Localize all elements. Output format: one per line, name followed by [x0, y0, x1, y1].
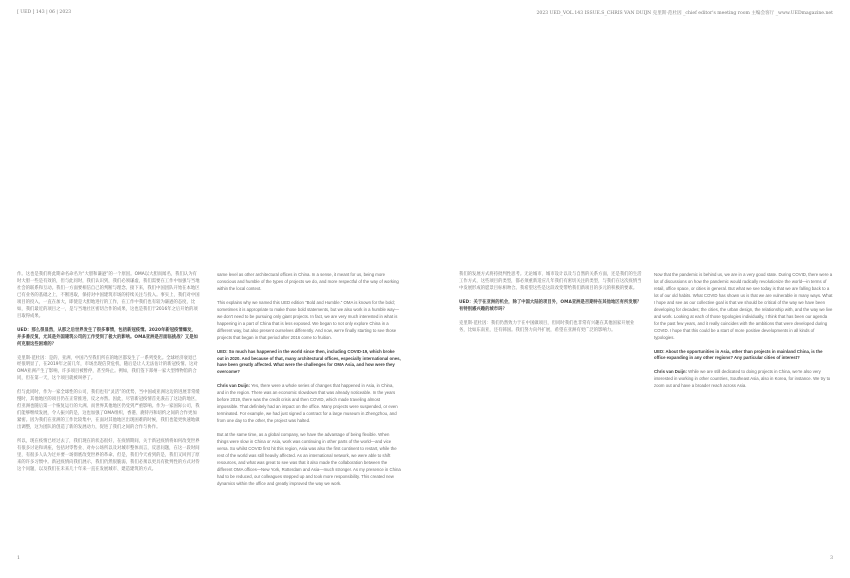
answer-paragraph: 我们的发展方式将持批判性思考。无论城市、城市设计以及与自然的关系方面，还是我们的生活工作方式，这些项目的类型，都必须重新适应几年我们有密切关注的类型，与我们在这次疫情当中发展形成的愿景目标相吻合。我希望这些是这段改变带给我们新项目的多元的积极的要素。 [459, 272, 642, 291]
header-issue-info: [ UED ] 143 | 06 | 2023 [17, 10, 72, 15]
column-1-chinese [17, 272, 200, 481]
question-paragraph: UED：关于在亚洲的机会，除了中国大陆的项目外，OMA亚洲是否期待在其他地区有所发展？有特别感兴趣的城市吗？ [459, 299, 642, 312]
page-number-right: 3 [830, 556, 833, 561]
answer-paragraph [217, 383, 401, 425]
column-3-chinese [459, 272, 642, 342]
speaker-label: Chris van Duijn: [654, 369, 687, 375]
answer-paragraph: Now that the pandemic is behind us, we are in a very good state. During COVID, there were a lot of discussions on how the pandemic would radically revolutionize the world—in terms of retail, office space, or cities in general. But what we see today is that we are falling back to a lot of our old habits. What COVID has shown us is that we are vulnerable in many ways. What I hope and see as our collective goal is that we should be critical of the way we have been developing for decades; the cities, the urban design, the relationship with, and the way we live and work. Looking at each of those typologies individually, I think that has been our agenda for the past few years, and it really coincides with the ambitions that were developed during COVID. I hope that this could be a start of more positive developments in all kinds of typologies. [654, 272, 833, 340]
answer-text: While we are still dedicated to doing projects in China, we're also very interested in working in other countries, Southeast Asia, also in Korea, for instance. We try to zoom out and have a broader reach across Asia. [654, 369, 831, 389]
question-paragraph: UED: About the opportunities in Asia, other than projects in mainland China, is the office expanding in any other regions? Any particular cities of interest? [654, 348, 823, 361]
answer-paragraph: 作。这也是我们将此期命名命名为“大胆和谦逊”的一个原因。OMA以大胆而闻名，我们认为有时大胆一些是有效的，但与此同时，我们认识到，我们必须谦虚，我们需要在工作中加强与当地社会的联系和互动。我们一方面要相信自己的判断与理念。接下来，我们中国团队开始在本地区已有业务的基础之上，不断进取，保持对中国建筑市场的持续关注与投入。事实上，我们对中国项目的投入，一直在加大，即使是大胆地进行的工作，在工作中我们也有较为谦逊的态度，比如，我们最近的项目之一，是与当地社区密切合作的成果，这也是我们于2016年之后开始的项目取得成果。 [17, 272, 200, 319]
question-paragraph: UED: So much has happened in the world since then, including COVID-19, which broke out in 2020. And because of that, many architectural offices, especially international ones, have been greatly affected. What were the challenges for OMA Asia, and how were they overcome? [217, 348, 401, 375]
answer-paragraph: 克里斯·范杜因：是的，亚洲、中国乃至我们所在的地区都发生了一系列变化。全球经济衰退已经很明显了，在2019年之前几年，市场出现信贷危机，随后是让人无法估计的新冠疫情。这对OMA亚洲产生了影响，许多项目被暂停，甚至终止。例如，我们签下郑州一家大型博物馆的合同，但在第一天，这个项目就被叫停了。 [17, 355, 198, 382]
answer-paragraph: 所以，现在疫情已经过去了，我们现在的状态很好，在疫情期间，关于新冠疫情将如何改变世界有很多讨论和讲座，包括对零售业、对办公场所以及对城市整体而言，反思问题，在这一段时间里，有很多人认为过并要一场彻底改变世界的革命。但是，我们今天看到的是，我们又回到了原来的许多习惯中。新冠疫情向我们展示，我们仍然很脆弱，我们必须以更具有批判性的方式对待这个问题，以及我们在未来几十年来一直在发展城市、建造建筑的方式。 [17, 439, 200, 472]
answer-paragraph: same level as other architectural offices in China. In a sense, it meant for us, being more conscious and humble of the types of projects we do, and more respectful of the way of working within the local context. [217, 272, 399, 291]
speaker-label: Chris van Duijn: [217, 383, 250, 389]
page-number-left: 1 [17, 556, 20, 561]
answer-paragraph: 克里斯·范杜因：我们仍然致力于在中国做项目，但同时我们也非常有兴趣在其他国家开展业务，比如东南亚，还有韩国。我们努力向外扩展，希望在亚洲有更广泛的影响力。 [459, 320, 635, 333]
question-paragraph: UED：那么很显然，从那之后世界发生了很多事情，包括新冠疫情。2020年新冠疫情爆发，并多番反复，尤其是外国建筑公司的工作受到了极大的影响。OMA亚洲是否面临挑战？又是如何克服这些困难的？ [17, 327, 198, 347]
column-2-english [217, 272, 401, 495]
answer-paragraph: This explains why we named this UED edition "Bold and Humble." OMA is known for the bold; sometimes it is appropriate to make those bold statements, but we also work in a humble way—we don't need to be pursuing only giant projects. In fact, we are very much interested in what is happening in a part of China that is less exposed. We began to not only explore China in a different way, but also present ourselves differently. And now, we're finally starting to see those projects that began in that period after 2016 come to fruition. [217, 299, 399, 340]
answer-text: Yes, there were a whole series of changes that happened in Asia, in China, and in the region. There was an economic slowdown that was already noticeable. In the years before 2019, there was the credit crisis and then COVID, which made traveling almost impossible. That definitely had an impact on the office. Many projects were suspended, or even terminated. For example, we had just signed a contract for a large museum in Zhengzhou, and from one day to the other, the project was halted. [217, 383, 398, 424]
answer-paragraph [654, 369, 833, 390]
answer-paragraph: 但与此同时，作为一家全球性的公司，我们也有“灵活”的优势，当中国或亚洲这边的进展非常缓慢时，其他地区的项目仍在正常推进，反之亦然。因此，尽管新冠疫情首先袭击了这边的地区，但亚洲也随后第一个恢复运行的大洲。而世界其他地区仍受到严重影响。作为一家国际公司，我们能够继续发展，令人振兴的是，这也加强了OMA组织，香港、鹿特丹和纽约之间的合作更加紧密。因为我们在亚洲的工作比较集中，在面对其他地区出现困难的时候，我们也能更快速地做出调整，这为团队的创造了新的发展动力，促进了我们之间的合作与协作。 [17, 390, 200, 431]
column-4-english [654, 272, 833, 397]
header-running-title: 2023 UED_VOL.143 ISSUE.S_CHRIS VAN DUIJN 克里斯·范杜因 _chief editor's meeting room 主编会客厅 _www.UEDmagazine.net [536, 11, 833, 16]
answer-paragraph: But at the same time, as a global company, we have the advantage of being flexible. When things were slow in China or Asia, work was continuing in other parts of the world—and vice versa. So whilst COVID first hit this region, Asia was also the first continent to restart, while the rest of the world was still heavily affected. As an international network, we were able to shift resources, and what was great to see was that it also made the collaboration between the different OMA offices—New York, Rotterdam and Asia—much stronger. As my presence in China had to be reduced, our colleagues stepped up and took more responsibility. This created new dynamics within the office and greatly improved the way we work. [217, 432, 401, 486]
